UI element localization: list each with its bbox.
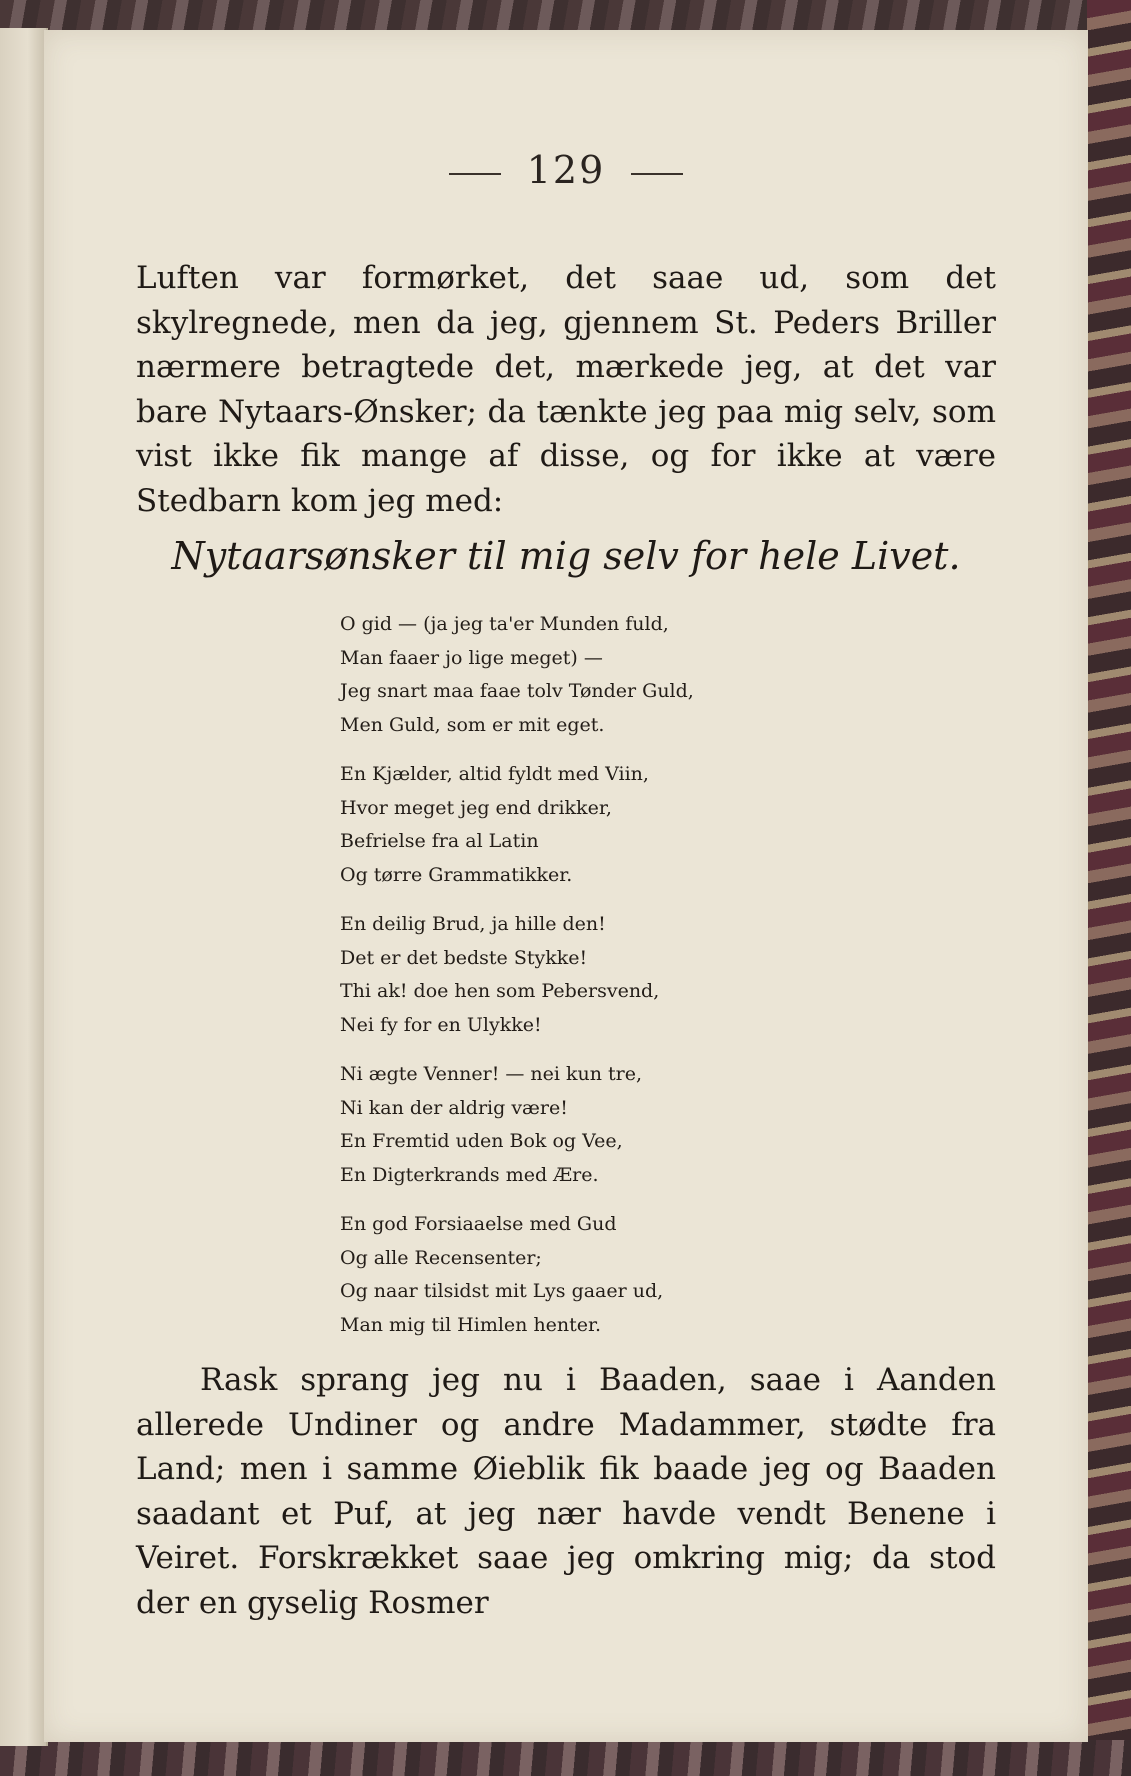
verse-line: Man mig til Himlen henter. bbox=[340, 1313, 602, 1336]
stanza bbox=[340, 1058, 940, 1192]
verse-line: En god Forsiaaelse med Gud bbox=[340, 1213, 617, 1235]
stanza bbox=[340, 608, 940, 742]
stanza bbox=[340, 1208, 940, 1342]
verse-line: Befrielse fra al Latin bbox=[340, 830, 539, 852]
verse-line: Hvor meget jeg end drikker, bbox=[340, 796, 612, 819]
verse-line: Og alle Recensenter; bbox=[340, 1246, 542, 1269]
verse-line: Ni kan der aldrig være! bbox=[340, 1096, 568, 1119]
verse-line: Jeg snart maa faae tolv Tønder Guld, bbox=[340, 680, 694, 702]
verse-line: Og naar tilsidst mit Lys gaaer ud, bbox=[340, 1280, 664, 1302]
paragraph-closing: Rask sprang jeg nu i Baaden, saae i Aanden allerede Undiner og andre Madammer, stødte fra Land; men i samme Øieblik fik baade jeg og Baaden saadant et Puf, at jeg nær havde vendt Benene i Veiret. Forskrækket saae jeg omkring mig; da stod der en gyselig Rosmer bbox=[136, 1362, 996, 1621]
verse-line: En Digterkrands med Ære. bbox=[340, 1163, 599, 1186]
page-number bbox=[44, 148, 1088, 192]
verse-line: En Fremtid uden Bok og Vee, bbox=[340, 1130, 623, 1152]
page-number-value: 129 bbox=[526, 148, 606, 192]
page-number-dash-left bbox=[449, 173, 501, 175]
stanza bbox=[340, 758, 940, 892]
paragraph-opening: Luften var formørket, det saae ud, som det skylregnede, men da jeg, gjennem St. Peders Briller nærmere betragtede det, mærkede jeg, at det var bare Nytaars-Ønsker; da tænkte jeg paa mig selv, som vist ikke fik mange af disse, og for ikke at være Stedbarn kom jeg med: bbox=[136, 260, 996, 519]
book-page bbox=[44, 30, 1088, 1742]
verse-line: Og tørre Grammatikker. bbox=[340, 863, 573, 886]
verse-line: Nei fy for en Ulykke! bbox=[340, 1013, 542, 1036]
previous-page-edge bbox=[0, 28, 48, 1746]
poem-title: Nytaarsønsker til mig selv for hele Livet. bbox=[171, 534, 961, 578]
verse-line: En deilig Brud, ja hille den! bbox=[340, 913, 606, 935]
verse-line: Men Guld, som er mit eget. bbox=[340, 713, 605, 736]
book-cover-bottom-edge bbox=[0, 1740, 1131, 1776]
verse-line: Det er det bedste Stykke! bbox=[340, 946, 588, 969]
verse-line: Man faaer jo lige meget) — bbox=[340, 646, 603, 669]
verse-line: En Kjælder, altid fyldt med Viin, bbox=[340, 763, 649, 785]
page-number-dash-right bbox=[631, 173, 683, 175]
verse-line: Thi ak! doe hen som Pebersvend, bbox=[340, 980, 660, 1002]
stanza bbox=[340, 908, 940, 1042]
verse-line: Ni ægte Venner! — nei kun tre, bbox=[340, 1063, 643, 1085]
book-cover-right-edge bbox=[1087, 0, 1131, 1776]
verse-line: O gid — (ja jeg ta'er Munden fuld, bbox=[340, 613, 669, 635]
poem bbox=[340, 608, 940, 1358]
